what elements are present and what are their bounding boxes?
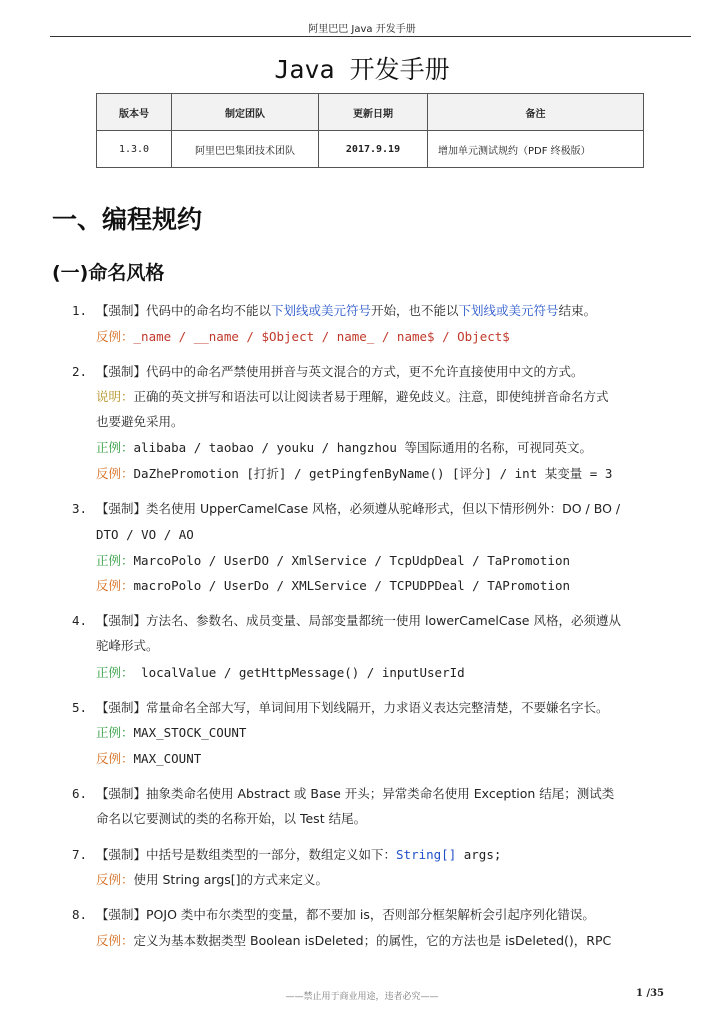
rule-2-note — [96, 388, 609, 406]
rule-4-example — [96, 664, 465, 682]
rule-3-counter-example — [96, 577, 570, 595]
rule-2-counter-example — [96, 465, 612, 483]
rule-1-text — [96, 302, 596, 320]
rule-number: 3. — [72, 501, 88, 516]
counter-example-text: 定义为基本数据类型 Boolean isDeleted；的属性，它的方法也是 isDeleted()，RPC — [133, 933, 612, 948]
cell-date: 2017.9.19 — [319, 131, 428, 168]
rule-3-text: 【强制】类名使用 UpperCamelCase 风格，必须遵从驼峰形式，但以下情形例外：DO / BO / — [96, 501, 621, 516]
rule-8-text: 【强制】POJO 类中布尔类型的变量，都不要加 is，否则部分框架解析会引起序列化错误。 — [96, 907, 595, 922]
rule-2-note-cont: 也要避免采用。 — [96, 414, 184, 429]
counter-example-label: 反例： — [96, 578, 134, 593]
page-footer: ——禁止用于商业用途，违者必究—— — [285, 992, 439, 1002]
cell-team: 阿里巴巴集团技术团队 — [172, 131, 319, 168]
rule-2-example — [96, 439, 592, 457]
example-label: 正例： — [96, 665, 134, 680]
rule-6-text: 【强制】抽象类命名使用 Abstract 或 Base 开头；异常类命名使用 Exception 结尾；测试类 — [96, 786, 615, 801]
rule-2-text: 【强制】代码中的命名严禁使用拼音与英文混合的方式，更不允许直接使用中文的方式。 — [96, 364, 584, 379]
page-number: 1 /35 — [636, 988, 665, 999]
rule-3-example — [96, 552, 570, 570]
rule-3-text-cont: DTO / VO / AO — [96, 527, 194, 542]
rule-number: 4. — [72, 613, 88, 628]
rule-7-text — [96, 846, 501, 864]
rule-7-part: 【强制】中括号是数组类型的一部分，数组定义如下： — [96, 847, 397, 862]
section-heading: (一)命名风格 — [52, 262, 165, 284]
version-table-row — [97, 131, 644, 168]
rule-5-text: 【强制】常量命名全部大写，单词间用下划线隔开，力求语义表达完整清楚，不要嫌名字长。 — [96, 700, 609, 715]
counter-example-text: MAX_COUNT — [133, 751, 202, 766]
header-divider — [50, 36, 691, 37]
counter-example-text: DaZhePromotion [打折] / getPingfenByName() [评分] / int 某变量 = 3 — [133, 466, 613, 481]
example-text: localValue / getHttpMessage() / inputUserId — [133, 665, 465, 680]
rule-number: 8. — [72, 907, 88, 922]
example-label: 正例： — [96, 440, 134, 455]
example-text: MarcoPolo / UserDO / XmlService / TcpUdpDeal / TaPromotion — [133, 553, 571, 568]
rule-1-part: 开始，也不能以 — [371, 303, 459, 318]
rule-8-counter-example — [96, 932, 611, 950]
rule-6-text-cont: 命名以它要测试的类的名称开始，以 Test 结尾。 — [96, 811, 367, 826]
cell-note: 增加单元测试规约（PDF 终极版） — [428, 131, 644, 168]
counter-example-text: macroPolo / UserDo / XMLService / TCPUDPDeal / TAPromotion — [133, 578, 571, 593]
rule-1-part: 结束。 — [558, 303, 597, 318]
rule-4-text-cont: 驼峰形式。 — [96, 638, 159, 653]
rule-7-code-rest: args; — [456, 847, 502, 862]
version-table — [96, 93, 644, 168]
rule-7-counter-example — [96, 871, 328, 889]
rule-7-code: String[] — [396, 847, 457, 862]
rule-number: 5. — [72, 700, 88, 715]
rule-1-part: 【强制】代码中的命名均不能以 — [96, 303, 272, 318]
rule-1-highlight: 下划线或美元符号 — [458, 303, 559, 318]
example-text: alibaba / taobao / youku / hangzhou 等国际通用的名称，可视同英文。 — [133, 440, 592, 455]
rule-1-highlight: 下划线或美元符号 — [271, 303, 372, 318]
counter-example-label: 反例： — [96, 933, 134, 948]
rule-4-text: 【强制】方法名、参数名、成员变量、局部变量都统一使用 lowerCamelCase 风格，必须遵从 — [96, 613, 621, 628]
counter-example-label: 反例： — [96, 329, 134, 344]
rule-5-counter-example — [96, 750, 201, 768]
rule-5-example — [96, 724, 246, 742]
page-header: 阿里巴巴 Java 开发手册 — [308, 24, 416, 35]
example-label: 正例： — [96, 553, 134, 568]
rule-number: 7. — [72, 847, 88, 862]
rule-1-counter-example — [96, 328, 510, 346]
example-label: 正例： — [96, 725, 134, 740]
example-text: MAX_STOCK_COUNT — [133, 725, 247, 740]
rule-number: 2. — [72, 364, 88, 379]
counter-example-code: _name / __name / $Object / name_ / name$ / Object$ — [133, 329, 510, 344]
col-date: 更新日期 — [319, 94, 428, 131]
counter-example-text: 使用 String args[]的方式来定义。 — [133, 872, 329, 887]
note-label: 说明： — [96, 389, 134, 404]
note-text: 正确的英文拼写和语法可以让阅读者易于理解，避免歧义。注意，即使纯拼音命名方式 — [133, 389, 609, 404]
counter-example-label: 反例： — [96, 872, 134, 887]
counter-example-label: 反例： — [96, 751, 134, 766]
col-note: 备注 — [428, 94, 644, 131]
document-title: Java 开发手册 — [274, 55, 450, 84]
cell-version: 1.3.0 — [97, 131, 172, 168]
col-team: 制定团队 — [172, 94, 319, 131]
counter-example-label: 反例： — [96, 466, 134, 481]
chapter-heading: 一、编程规约 — [52, 205, 203, 234]
version-table-header — [97, 94, 644, 131]
rule-number: 6. — [72, 786, 88, 801]
rule-number: 1. — [72, 303, 88, 318]
col-version: 版本号 — [97, 94, 172, 131]
